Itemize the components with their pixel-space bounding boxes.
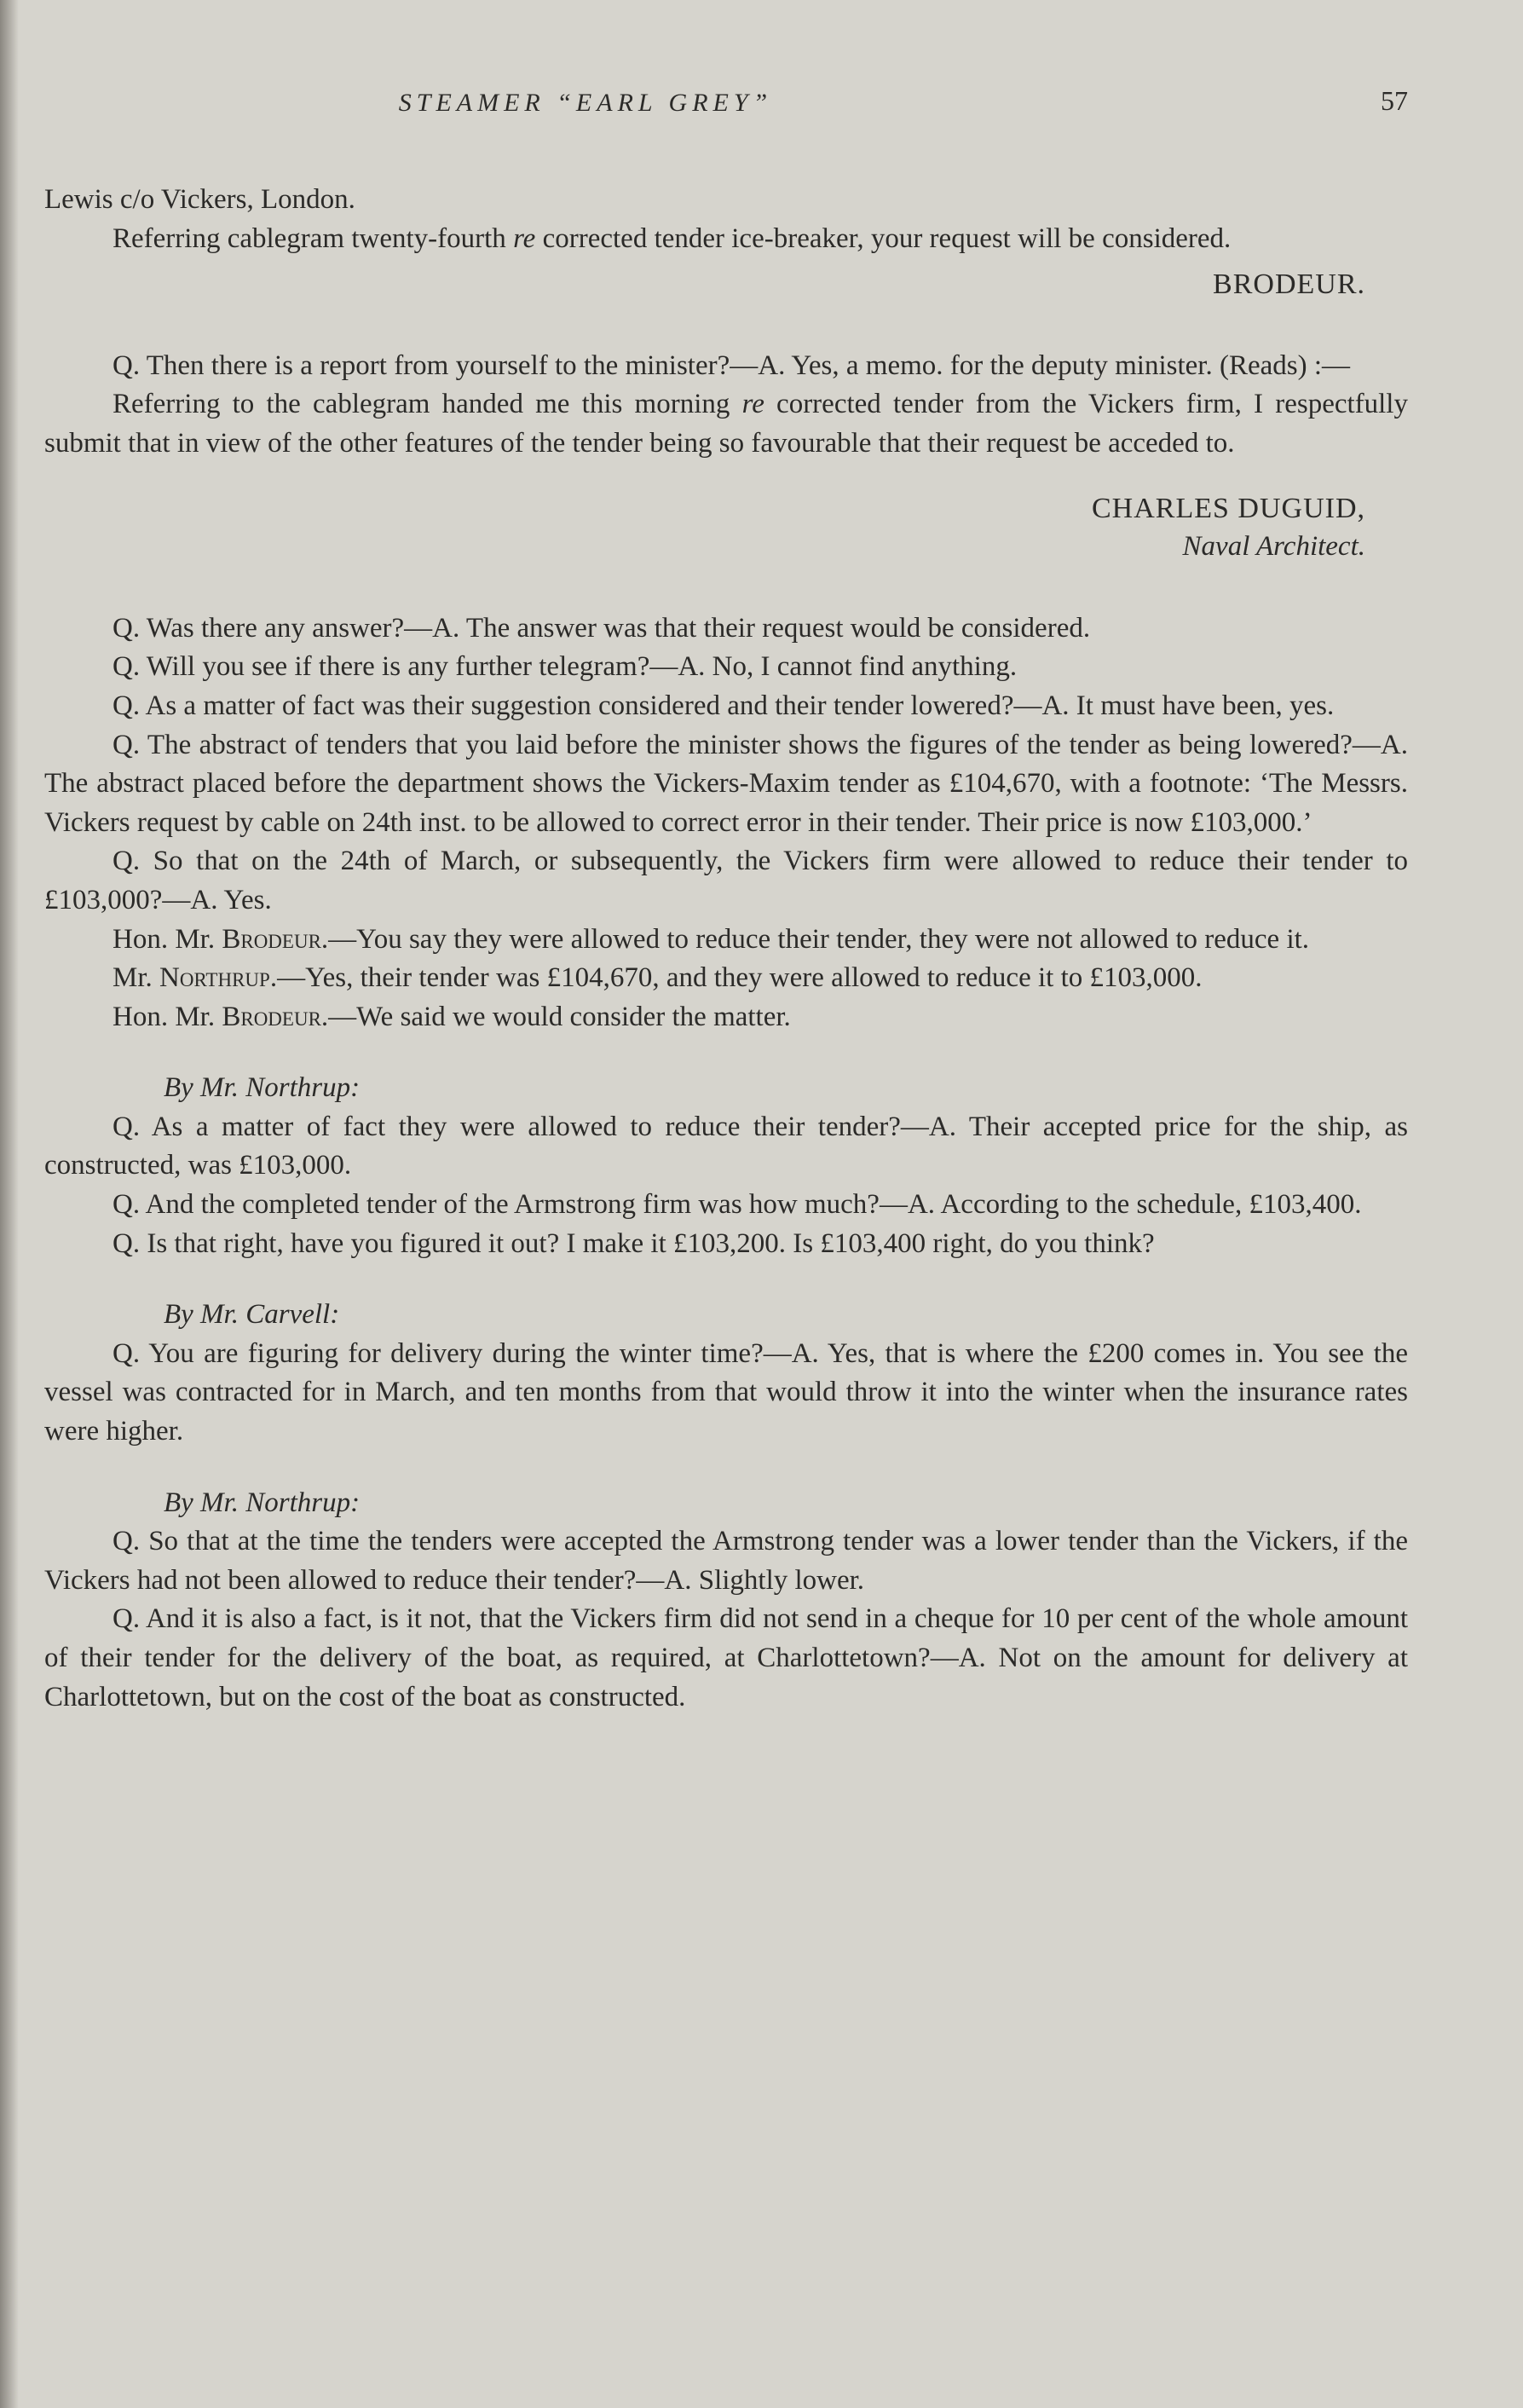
qa-paragraph: Q. So that at the time the tenders were accepted the Armstrong tender was a lower tender than the Vickers, if the Vickers had not been allowed to reduce their tender?—A. Slightly lower.	[44, 1526, 1408, 1596]
cable-text-a: Referring cablegram twenty-fourth	[112, 222, 514, 254]
speaker-honorific: Mr.	[112, 962, 160, 994]
memo-text-a: Referring to the cablegram handed me this morning	[112, 389, 742, 420]
memo-re: re	[741, 389, 764, 420]
qa-paragraph: Q. As a matter of fact was their suggestion considered and their tender lowered?—A. It must have been, yes.	[112, 690, 1335, 721]
page-number: 57	[1381, 85, 1408, 116]
section-byline: By Mr. Northrup:	[164, 1072, 361, 1104]
qa-paragraph: Q. You are figuring for delivery during the winter time?—A. Yes, that is where the £200 comes in. You see the vessel was contracted for in March, and ten months from that would throw it into the winter when the insurance rates were higher.	[44, 1337, 1408, 1447]
running-title: STEAMER “EARL GREY”	[398, 89, 773, 117]
section-byline: By Mr. Carvell:	[164, 1299, 340, 1331]
memo-signature-title: Naval Architect.	[1182, 531, 1365, 563]
qa-paragraph: Q. Was there any answer?—A. The answer was that their request would be considered.	[112, 612, 1091, 644]
qa-paragraph: Q. As a matter of fact they were allowed to reduce their tender?—A. Their accepted price for the ship, as constructed, was £103,000.	[44, 1111, 1408, 1181]
speaker-honorific: Hon. Mr.	[112, 1001, 222, 1032]
memo-text	[44, 385, 1408, 463]
book-spine-shadow	[0, 0, 19, 2408]
memo-signature-name: CHARLES DUGUID,	[1092, 492, 1365, 524]
book-page	[44, 0, 1408, 2408]
cable-address: Lewis c/o Vickers, London.	[44, 184, 355, 215]
exchange-paragraph	[44, 959, 1408, 998]
exchange-paragraph	[44, 998, 1408, 1037]
speaker-text: .—You say they were allowed to reduce their tender, they were not allowed to reduce it.	[320, 923, 1310, 955]
qa-paragraph: Q. And the completed tender of the Armstrong firm was how much?—A. According to the schedule, £103,400.	[112, 1189, 1362, 1221]
qa-paragraph: Q. Will you see if there is any further telegram?—A. No, I cannot find anything.	[112, 651, 1018, 683]
memo-intro: Q. Then there is a report from yourself to the minister?—A. Yes, a memo. for the deputy minister. (Reads) :—	[112, 349, 1350, 381]
section-byline: By Mr. Northrup:	[164, 1487, 361, 1518]
speaker-name: Northrup	[159, 962, 270, 994]
exchange-paragraph	[44, 921, 1408, 960]
speaker-name: Brodeur	[222, 1001, 321, 1032]
memo-text-b: corrected tender from the Vickers firm, I respectfully submit that in view of the other features of the tender being so favourable that their request be acceded to.	[44, 389, 1408, 459]
speaker-text: .—Yes, their tender was £104,670, and they were allowed to reduce it to £103,000.	[269, 962, 1203, 994]
qa-paragraph: Q. And it is also a fact, is it not, that the Vickers firm did not send in a cheque for 10 per cent of the whole amount of their tender for the delivery of the boat, as required, at Charlottetown?—A. Not on the amount for delivery at Charlottetown, but on the cost of the boat as constructed.	[44, 1603, 1408, 1712]
qa-paragraph: Q. So that on the 24th of March, or subsequently, the Vickers firm were allowed to reduce their tender to £103,000?—A. Yes.	[44, 846, 1408, 915]
cable-re: re	[513, 222, 536, 254]
cable-text	[44, 220, 1408, 259]
qa-paragraph: Q. The abstract of tenders that you laid before the minister shows the figures of the tender as being lowered?—A. The abstract placed before the department shows the Vickers-Maxim tender as £104,670, with a footnote: ‘The Messrs. Vickers request by cable on 24th inst. to be allowed to correct error in their tender. Their price is now £103,000.’	[44, 729, 1408, 838]
running-head	[44, 85, 1408, 119]
cable-text-b: corrected tender ice-breaker, your request will be considered.	[535, 222, 1232, 254]
speaker-name: Brodeur	[222, 923, 321, 955]
speaker-text: .—We said we would consider the matter.	[320, 1001, 791, 1032]
page-body	[44, 181, 1408, 1717]
qa-paragraph: Q. Is that right, have you figured it out? I make it £103,200. Is £103,400 right, do you think?	[112, 1227, 1155, 1259]
speaker-honorific: Hon. Mr.	[112, 923, 222, 955]
cable-signature: BRODEUR.	[1213, 269, 1365, 301]
